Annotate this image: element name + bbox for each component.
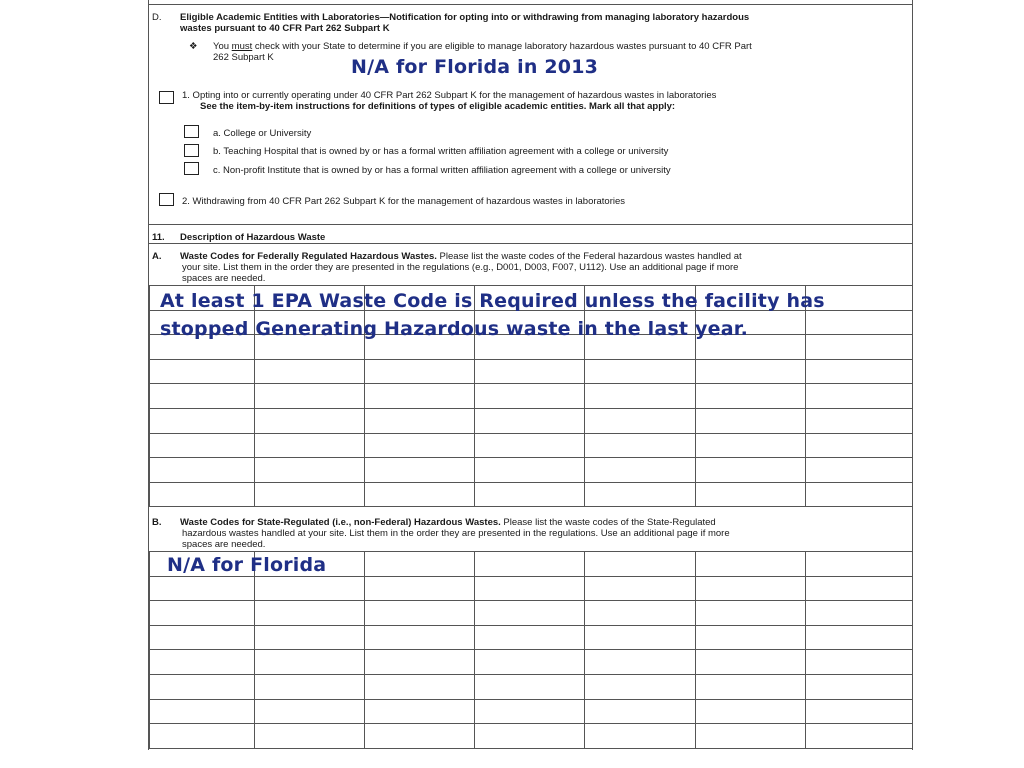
waste-code-cell[interactable] bbox=[365, 482, 475, 507]
waste-code-cell[interactable] bbox=[150, 601, 255, 626]
waste-code-cell[interactable] bbox=[150, 650, 255, 675]
table-row bbox=[150, 699, 913, 724]
waste-code-cell[interactable] bbox=[365, 384, 475, 409]
section-d-letter: D. bbox=[152, 12, 162, 23]
waste-code-cell[interactable] bbox=[365, 625, 475, 650]
bullet-must: must bbox=[231, 41, 253, 52]
waste-code-cell[interactable] bbox=[806, 674, 913, 699]
waste-code-cell[interactable] bbox=[475, 359, 585, 384]
withdraw-checkbox[interactable] bbox=[159, 193, 174, 206]
table-row bbox=[150, 601, 913, 626]
waste-code-cell[interactable] bbox=[696, 699, 806, 724]
waste-code-cell[interactable] bbox=[806, 458, 913, 483]
waste-code-cell[interactable] bbox=[365, 724, 475, 749]
bullet-line2: 262 Subpart K bbox=[213, 52, 274, 63]
waste-code-cell[interactable] bbox=[696, 482, 806, 507]
waste-code-cell[interactable] bbox=[696, 384, 806, 409]
section-a-text bbox=[180, 251, 908, 284]
waste-code-cell[interactable] bbox=[150, 384, 255, 409]
top-border bbox=[149, 4, 912, 5]
section-11-number: 11. bbox=[152, 232, 165, 243]
item-1 bbox=[182, 90, 907, 112]
section-d-title-line1: Eligible Academic Entities with Laboratories—Notification for opting into or withdrawing from managing laboratory hazardous bbox=[180, 12, 750, 23]
section-b-line3: spaces are needed. bbox=[182, 539, 266, 550]
waste-code-cell[interactable] bbox=[585, 724, 696, 749]
waste-code-cell[interactable] bbox=[696, 601, 806, 626]
table-row bbox=[150, 384, 913, 409]
section-b-title: Waste Codes for State-Regulated (i.e., non-Federal) Hazardous Wastes. bbox=[180, 517, 501, 528]
waste-code-cell[interactable] bbox=[365, 408, 475, 433]
waste-code-cell[interactable] bbox=[585, 552, 696, 577]
waste-code-cell[interactable] bbox=[475, 576, 585, 601]
waste-code-cell[interactable] bbox=[150, 482, 255, 507]
waste-code-cell[interactable] bbox=[475, 408, 585, 433]
table-row bbox=[150, 576, 913, 601]
opt-in-checkbox[interactable] bbox=[159, 91, 174, 104]
section-b-letter: B. bbox=[152, 517, 162, 528]
table-row bbox=[150, 408, 913, 433]
waste-code-cell[interactable] bbox=[365, 576, 475, 601]
annotation-epa-line2: stopped Generating Hazardous waste in the last year. bbox=[160, 318, 748, 340]
waste-code-cell[interactable] bbox=[365, 699, 475, 724]
waste-code-cell[interactable] bbox=[150, 359, 255, 384]
table-row bbox=[150, 458, 913, 483]
table-row bbox=[150, 674, 913, 699]
waste-code-cell[interactable] bbox=[150, 724, 255, 749]
waste-code-cell[interactable] bbox=[585, 699, 696, 724]
waste-code-cell[interactable] bbox=[255, 408, 365, 433]
waste-code-cell[interactable] bbox=[365, 650, 475, 675]
waste-code-cell[interactable] bbox=[150, 576, 255, 601]
annotation-na-florida: N/A for Florida bbox=[167, 554, 327, 576]
waste-code-cell[interactable] bbox=[806, 724, 913, 749]
section-a-title: Waste Codes for Federally Regulated Hazardous Wastes. bbox=[180, 251, 437, 262]
table-row bbox=[150, 482, 913, 507]
state-grid-body bbox=[150, 552, 913, 749]
waste-code-cell[interactable] bbox=[696, 576, 806, 601]
waste-code-cell[interactable] bbox=[475, 699, 585, 724]
waste-code-cell[interactable] bbox=[696, 724, 806, 749]
item-2: 2. Withdrawing from 40 CFR Part 262 Subpart K for the management of hazardous wastes in laboratories bbox=[182, 196, 626, 207]
waste-code-cell[interactable] bbox=[475, 674, 585, 699]
waste-code-cell[interactable] bbox=[475, 552, 585, 577]
waste-code-cell[interactable] bbox=[806, 601, 913, 626]
section-a-letter: A. bbox=[152, 251, 162, 262]
waste-code-cell[interactable] bbox=[696, 359, 806, 384]
bullet-rest: check with your State to determine if you are eligible to manage laboratory hazardous wastes pursuant to 40 CFR Part bbox=[252, 41, 752, 52]
waste-code-cell[interactable] bbox=[585, 458, 696, 483]
option-teaching-hospital: b. Teaching Hospital that is owned by or has a formal written affiliation agreement with a college or university bbox=[213, 146, 669, 157]
waste-code-cell[interactable] bbox=[150, 433, 255, 458]
annotation-epa-line1: At least 1 EPA Waste Code is Required unless the facility has bbox=[160, 290, 825, 312]
divider-section-11-bottom bbox=[149, 243, 912, 244]
section-a-line3: spaces are needed. bbox=[182, 273, 266, 284]
waste-code-cell[interactable] bbox=[475, 458, 585, 483]
waste-code-cell[interactable] bbox=[365, 674, 475, 699]
waste-code-cell[interactable] bbox=[475, 650, 585, 675]
waste-code-cell[interactable] bbox=[585, 433, 696, 458]
waste-code-cell[interactable] bbox=[806, 625, 913, 650]
hazardous-waste-form bbox=[148, 0, 913, 750]
waste-code-cell[interactable] bbox=[696, 674, 806, 699]
bullet-icon: ❖ bbox=[189, 41, 198, 52]
section-b-line1: Please list the waste codes of the State-Regulated bbox=[500, 517, 716, 528]
waste-code-cell[interactable] bbox=[475, 433, 585, 458]
section-b-text bbox=[180, 517, 908, 550]
table-row bbox=[150, 359, 913, 384]
item-1-line2: See the item-by-item instructions for definitions of types of eligible academic entities. Mark all that apply: bbox=[200, 101, 676, 112]
waste-code-cell[interactable] bbox=[806, 408, 913, 433]
waste-code-cell[interactable] bbox=[150, 458, 255, 483]
waste-code-cell[interactable] bbox=[150, 408, 255, 433]
waste-code-cell[interactable] bbox=[696, 650, 806, 675]
waste-code-cell[interactable] bbox=[806, 650, 913, 675]
waste-code-cell[interactable] bbox=[585, 482, 696, 507]
annotation-na-florida-2013: N/A for Florida in 2013 bbox=[351, 56, 599, 78]
section-11-title: Description of Hazardous Waste bbox=[180, 232, 326, 243]
waste-code-cell[interactable] bbox=[806, 482, 913, 507]
waste-code-cell[interactable] bbox=[696, 458, 806, 483]
table-row bbox=[150, 625, 913, 650]
waste-code-cell[interactable] bbox=[255, 482, 365, 507]
waste-code-cell[interactable] bbox=[255, 625, 365, 650]
waste-code-cell[interactable] bbox=[585, 650, 696, 675]
waste-code-cell[interactable] bbox=[475, 724, 585, 749]
waste-code-cell[interactable] bbox=[255, 433, 365, 458]
waste-code-cell[interactable] bbox=[696, 625, 806, 650]
section-d-title bbox=[180, 12, 905, 34]
waste-code-cell[interactable] bbox=[255, 674, 365, 699]
waste-code-cell[interactable] bbox=[475, 384, 585, 409]
waste-code-cell[interactable] bbox=[806, 552, 913, 577]
waste-code-cell[interactable] bbox=[806, 576, 913, 601]
waste-code-cell[interactable] bbox=[806, 384, 913, 409]
waste-code-cell[interactable] bbox=[365, 433, 475, 458]
waste-code-cell[interactable] bbox=[585, 359, 696, 384]
section-a-line2: your site. List them in the order they are presented in the regulations (e.g., D001, D003, F007, U112). Use an additional page if more bbox=[182, 262, 739, 273]
waste-code-cell[interactable] bbox=[585, 576, 696, 601]
waste-code-cell[interactable] bbox=[255, 650, 365, 675]
option-nonprofit: c. Non-profit Institute that is owned by or has a formal written affiliation agreement with a college or university bbox=[213, 165, 671, 176]
waste-code-cell[interactable] bbox=[255, 699, 365, 724]
waste-code-cell[interactable] bbox=[585, 625, 696, 650]
waste-code-cell[interactable] bbox=[806, 699, 913, 724]
teaching-hospital-checkbox[interactable] bbox=[184, 144, 199, 157]
waste-code-cell[interactable] bbox=[150, 699, 255, 724]
option-college: a. College or University bbox=[213, 128, 312, 139]
waste-code-cell[interactable] bbox=[255, 724, 365, 749]
college-checkbox[interactable] bbox=[184, 125, 199, 138]
waste-code-cell[interactable] bbox=[255, 384, 365, 409]
waste-code-cell[interactable] bbox=[696, 433, 806, 458]
table-row bbox=[150, 724, 913, 749]
waste-code-cell[interactable] bbox=[585, 384, 696, 409]
bullet-you: You bbox=[213, 41, 232, 52]
divider-section-11-top bbox=[149, 224, 912, 225]
waste-code-cell[interactable] bbox=[365, 601, 475, 626]
annotation-epa-waste-code bbox=[160, 287, 825, 343]
waste-code-cell[interactable] bbox=[475, 482, 585, 507]
item-1-line1: 1. Opting into or currently operating under 40 CFR Part 262 Subpart K for the management of hazardous wastes in laboratories bbox=[182, 90, 717, 101]
waste-code-cell[interactable] bbox=[365, 458, 475, 483]
waste-code-cell[interactable] bbox=[696, 408, 806, 433]
waste-code-cell[interactable] bbox=[255, 576, 365, 601]
section-a-line1: Please list the waste codes of the Federal hazardous wastes handled at bbox=[436, 251, 742, 262]
waste-code-cell[interactable] bbox=[696, 552, 806, 577]
waste-code-cell[interactable] bbox=[475, 625, 585, 650]
table-row bbox=[150, 650, 913, 675]
waste-code-cell[interactable] bbox=[365, 359, 475, 384]
nonprofit-checkbox[interactable] bbox=[184, 162, 199, 175]
waste-code-cell[interactable] bbox=[475, 601, 585, 626]
waste-code-cell[interactable] bbox=[365, 552, 475, 577]
waste-code-cell[interactable] bbox=[150, 674, 255, 699]
waste-code-cell[interactable] bbox=[255, 458, 365, 483]
waste-code-cell[interactable] bbox=[255, 359, 365, 384]
state-waste-code-grid bbox=[149, 551, 913, 749]
waste-code-cell[interactable] bbox=[585, 601, 696, 626]
table-row bbox=[150, 433, 913, 458]
waste-code-cell[interactable] bbox=[806, 359, 913, 384]
waste-code-cell[interactable] bbox=[255, 601, 365, 626]
waste-code-cell[interactable] bbox=[150, 625, 255, 650]
section-b-line2: hazardous wastes handled at your site. List them in the order they are presented in the regulations. Use an additional page if more bbox=[182, 528, 730, 539]
waste-code-cell[interactable] bbox=[806, 433, 913, 458]
section-d-title-line2: wastes pursuant to 40 CFR Part 262 Subpart K bbox=[180, 23, 390, 34]
waste-code-cell[interactable] bbox=[585, 674, 696, 699]
waste-code-cell[interactable] bbox=[585, 408, 696, 433]
